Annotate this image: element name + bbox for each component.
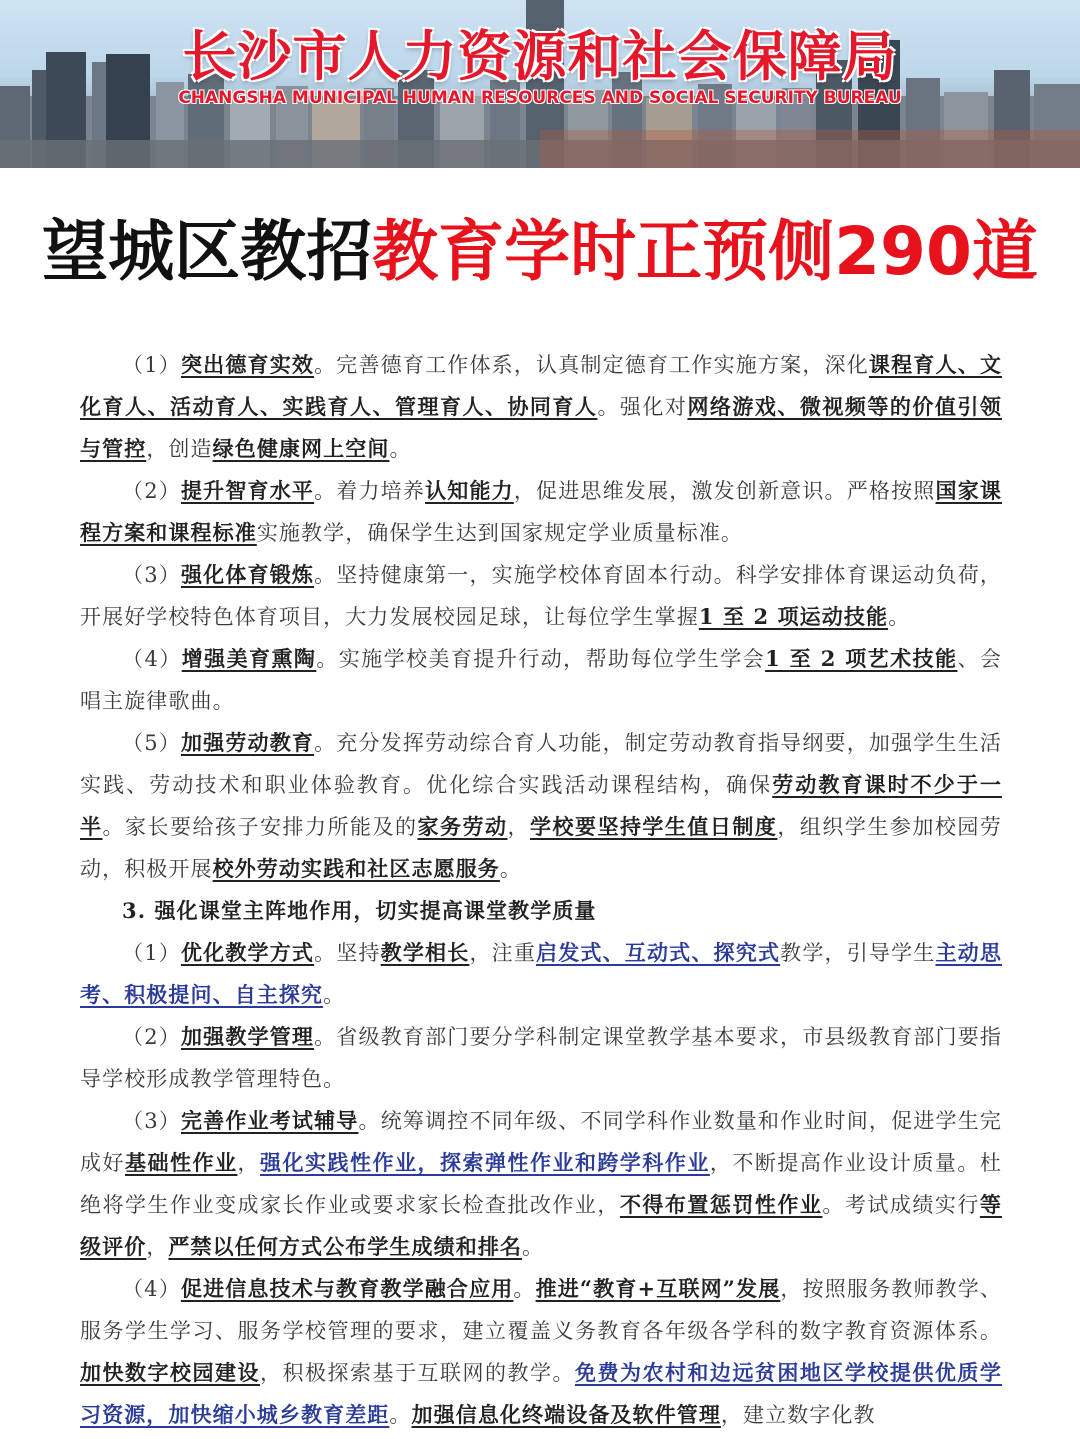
- paragraph: [80, 554, 1002, 638]
- emphasized-text: 绿色健康网上空间: [212, 436, 390, 461]
- emphasized-text: 网络游戏、微视频等的价值引领与管控: [80, 394, 1002, 461]
- emphasized-text: 启发式、互动式、探究式: [536, 940, 781, 965]
- emphasized-text: 强化体育锻炼: [180, 562, 315, 587]
- text-segment: ，创造: [146, 437, 213, 461]
- emphasized-text: 不得布置惩罚性作业: [619, 1192, 823, 1217]
- banner-subtitle: CHANGSHA MUNICIPAL HUMAN RESOURCES AND SOCIAL SECURITY BUREAU: [178, 88, 902, 108]
- text-segment: 、会唱主旋律歌曲。: [80, 647, 1002, 713]
- emphasized-text: 主动思考、积极提问、自主探究: [80, 940, 1002, 1007]
- text-segment: （1）: [122, 941, 181, 965]
- emphasized-text: 增强美育熏陶: [181, 646, 317, 671]
- text-segment: 。省级教育部门要分学科制定课堂教学基本要求，市县级教育部门要指导学校形成教学管理特色。: [80, 1025, 1002, 1091]
- text-segment: （1）: [122, 353, 181, 377]
- text-segment: 。完善德育工作体系，认真制定德育工作实施方案，深化: [314, 353, 869, 377]
- text-segment: ，: [146, 1235, 169, 1259]
- text-segment: 。: [522, 1235, 545, 1259]
- text-segment: 。强化对: [597, 395, 688, 419]
- emphasized-text: 1 至 2 项运动技能: [698, 604, 889, 629]
- emphasized-text: 突出德育实效: [180, 352, 315, 377]
- emphasized-text: 促进信息技术与教育教学融合应用: [180, 1276, 514, 1301]
- emphasized-text: 优化教学方式: [180, 940, 315, 965]
- text-segment: （2）: [122, 479, 181, 503]
- text-segment: ，按照服务教师教学、服务学生学习、服务学校管理的要求，建立覆盖义务教育各年级各学科的数字教育资源体系。: [80, 1277, 1003, 1343]
- emphasized-text: 等级评价: [80, 1192, 1003, 1259]
- header-banner: [0, 0, 1080, 168]
- text-segment: （3）: [122, 563, 181, 587]
- text-segment: 。: [888, 605, 911, 629]
- emphasized-text: 课程育人、文化育人、活动育人、实践育人、管理育人、协同育人: [80, 352, 1002, 419]
- headline-part-red: 教育学时正预侧290道: [372, 213, 1038, 290]
- text-segment: （3）: [122, 1109, 181, 1133]
- paragraph: [80, 722, 1002, 890]
- text-segment: ，组织学生参加校园劳动，积极开展: [80, 815, 1002, 881]
- paragraph: [80, 1100, 1002, 1268]
- headline-part-black: 望城区教招: [42, 213, 373, 290]
- text-segment: 。着力培养: [314, 479, 426, 503]
- emphasized-text: 国家课程方案和课程标准: [80, 478, 1002, 545]
- paragraph: [80, 638, 1002, 722]
- emphasized-text: 学校要坚持学生值日制度: [529, 814, 778, 839]
- section-heading: [80, 890, 1002, 932]
- text-segment: 。: [499, 857, 523, 881]
- text-segment: 。实施学校美育提升行动，帮助每位学生学会: [316, 647, 766, 671]
- emphasized-text: 加强信息化终端设备及软件管理: [411, 1402, 721, 1427]
- emphasized-text: 基础性作业: [125, 1150, 238, 1175]
- emphasized-text: 免费为农村和边远贫困地区学校提供优质学习资源，加快缩小城乡教育差距: [80, 1360, 1002, 1427]
- text-segment: ，建立数字化教: [720, 1403, 876, 1427]
- text-segment: 。: [389, 1403, 412, 1427]
- emphasized-text: 加强教学管理: [180, 1024, 315, 1049]
- emphasized-text: 认知能力: [425, 478, 514, 503]
- paragraph: [80, 932, 1002, 1016]
- text-segment: （2）: [122, 1025, 181, 1049]
- text-segment: 。坚持: [314, 941, 381, 965]
- paragraph: [80, 1268, 1002, 1436]
- text-segment: 。: [513, 1277, 536, 1301]
- text-segment: 3. 强化课堂主阵地作用，切实提高课堂教学质量: [122, 898, 597, 923]
- text-segment: （4）: [122, 647, 182, 671]
- banner-title: 长沙市人力资源和社会保障局: [182, 25, 898, 88]
- emphasized-text: 严禁以任何方式公布学生成绩和排名: [168, 1234, 523, 1259]
- paragraph: [80, 470, 1002, 554]
- paragraph: [80, 1016, 1002, 1100]
- emphasized-text: 1 至 2 项艺术技能: [765, 646, 958, 671]
- text-segment: ，注重: [469, 941, 537, 965]
- paragraph: [80, 344, 1002, 470]
- emphasized-text: 家务劳动: [417, 814, 508, 839]
- text-segment: （5）: [122, 731, 181, 755]
- page-headline: [0, 212, 1080, 292]
- emphasized-text: 提升智育水平: [180, 478, 315, 503]
- text-segment: ，: [507, 815, 530, 839]
- emphasized-text: 加快数字校园建设: [80, 1360, 260, 1385]
- emphasized-text: 校外劳动实践和社区志愿服务: [212, 856, 500, 881]
- text-segment: 。: [389, 437, 412, 461]
- article-body: [80, 344, 1002, 1436]
- text-segment: 。: [323, 983, 346, 1007]
- emphasized-text: 强化实践性作业，探索弹性作业和跨学科作业: [259, 1150, 710, 1175]
- text-segment: ，: [237, 1151, 260, 1175]
- text-segment: 实施教学，确保学生达到国家规定学业质量标准。: [256, 521, 744, 545]
- emphasized-text: 推进“教育+互联网”发展: [535, 1276, 781, 1301]
- emphasized-text: 劳动教育课时不少于一半: [80, 772, 1003, 839]
- text-segment: （4）: [122, 1277, 181, 1301]
- emphasized-text: 完善作业考试辅导: [180, 1108, 359, 1133]
- text-segment: 。坚持健康第一，实施学校体育固本行动。科学安排体育课运动负荷，开展好学校特色体育项目，大力发展校园足球，让每位学生掌握: [80, 563, 1002, 629]
- text-segment: 。充分发挥劳动综合育人功能，制定劳动教育指导纲要，加强学生生活实践、劳动技术和职业体验教育。优化综合实践活动课程结构，确保: [80, 731, 1002, 797]
- text-segment: ，促进思维发展，激发创新意识。严格按照: [513, 479, 936, 503]
- text-segment: 。考试成绩实行: [822, 1193, 980, 1217]
- text-segment: 。统筹调控不同年级、不同学科作业数量和作业时间，促进学生完成好: [80, 1109, 1002, 1175]
- text-segment: 。家长要给孩子安排力所能及的: [102, 815, 418, 839]
- emphasized-text: 教学相长: [380, 940, 470, 965]
- text-segment: ，积极探索基于互联网的教学。: [259, 1361, 575, 1385]
- text-segment: 教学，引导学生: [780, 941, 936, 965]
- text-segment: ，不断提高作业设计质量。杜绝将学生作业变成家长作业或要求家长检查批改作业，: [80, 1151, 1002, 1217]
- emphasized-text: 加强劳动教育: [180, 730, 315, 755]
